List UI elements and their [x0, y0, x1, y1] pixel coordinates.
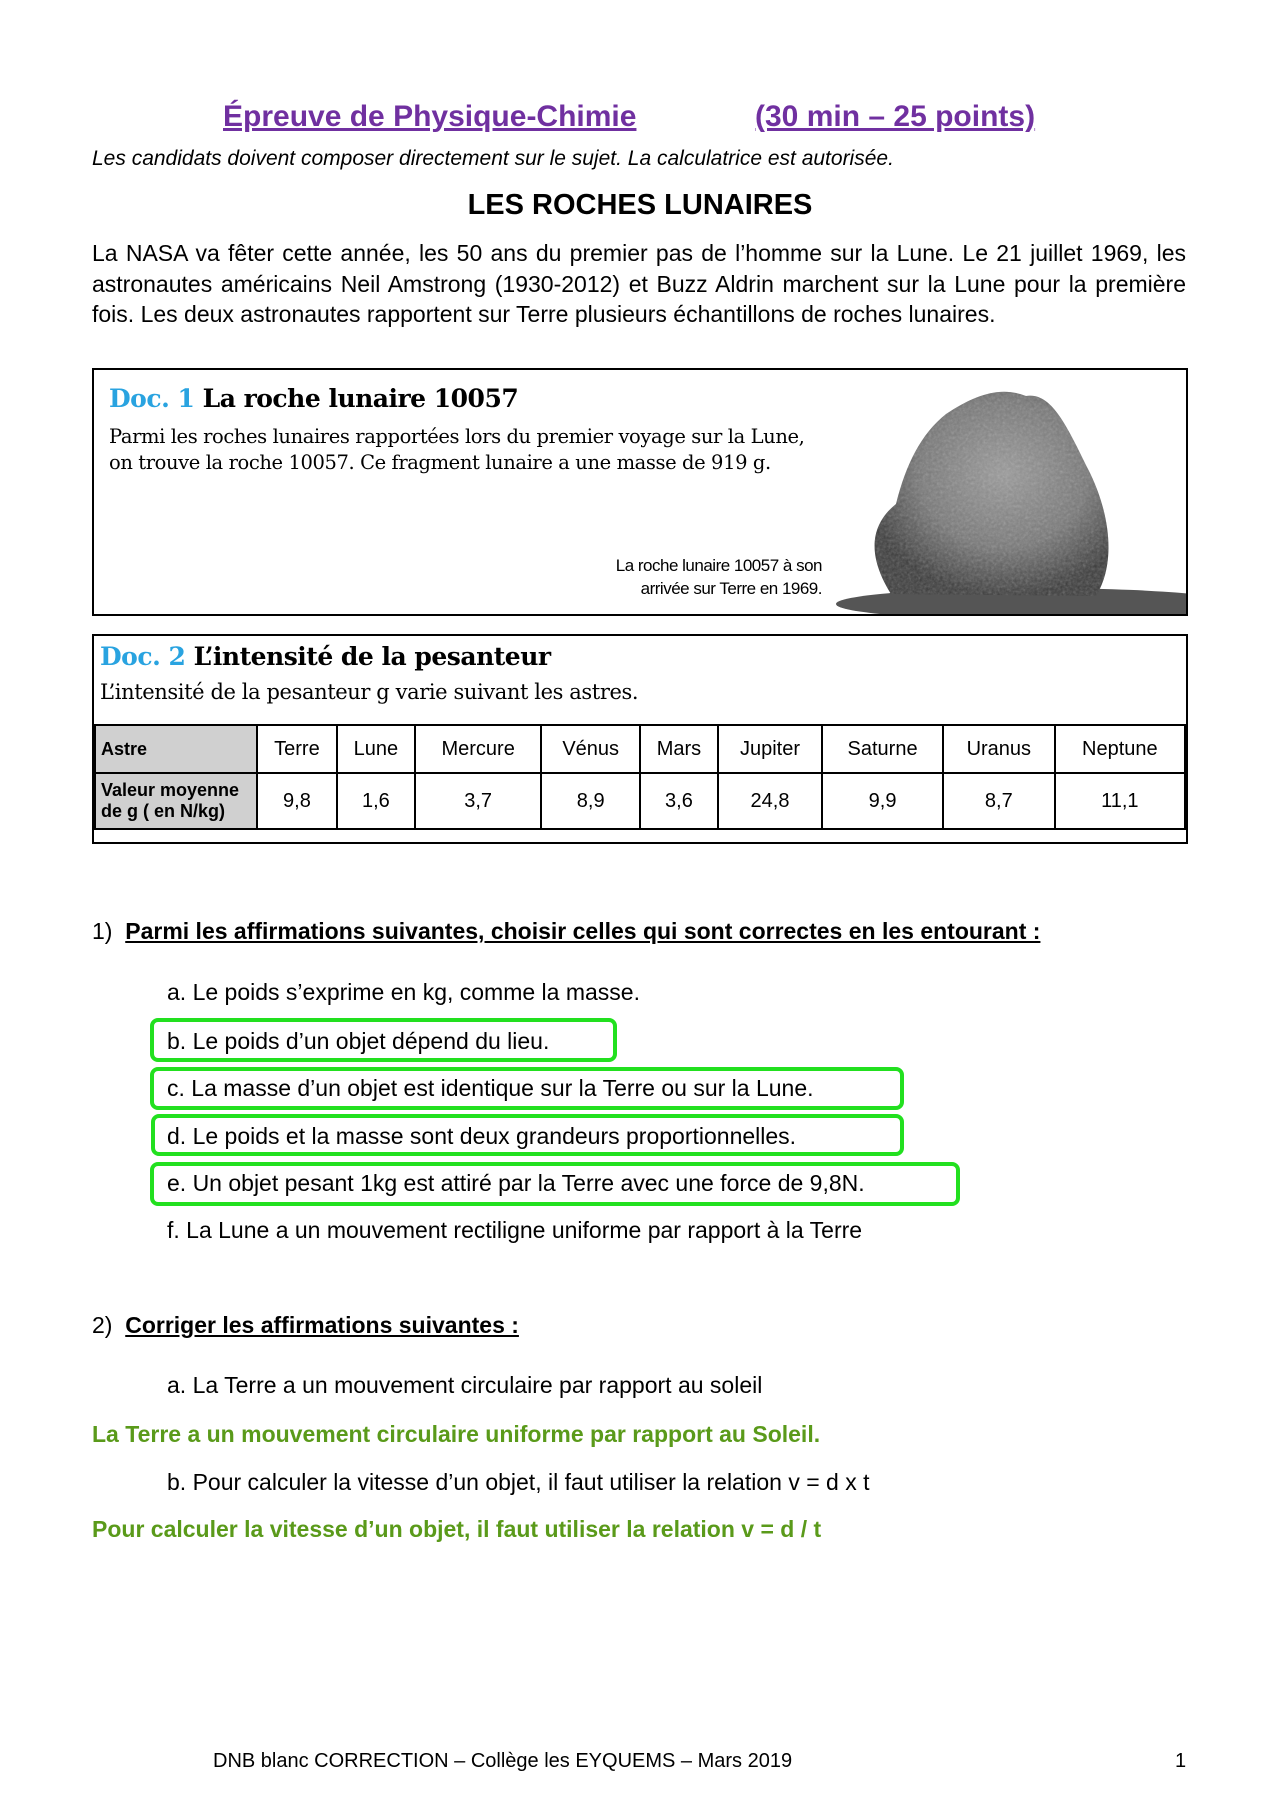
doc1-caption: [616, 554, 822, 600]
table-cell: Saturne: [822, 725, 943, 773]
table-header: Astre: [95, 725, 257, 773]
doc2-text: L’intensité de la pesanteur g varie suivant les astres.: [100, 680, 639, 704]
table-cell: 24,8: [718, 773, 822, 829]
doc1-title: [109, 384, 518, 413]
table-cell: 9,9: [822, 773, 943, 829]
table-row: [95, 773, 1185, 829]
choice-f[interactable]: f. La Lune a un mouvement rectiligne uniforme par rapport à la Terre: [167, 1217, 863, 1243]
doc1-title-text: La roche lunaire 10057: [202, 384, 519, 413]
table-cell: 3,7: [415, 773, 542, 829]
doc1-text-1: Parmi les roches lunaires rapportées lors du premier voyage sur la Lune,: [109, 425, 805, 448]
exam-duration: (30 min – 25 points): [755, 100, 1036, 133]
doc1-label: Doc. 1: [109, 384, 195, 413]
table-cell: Mars: [640, 725, 718, 773]
table-cell: 9,8: [257, 773, 337, 829]
table-cell: 3,6: [640, 773, 718, 829]
statement-b: b. Pour calculer la vitesse d’un objet, il faut utiliser la relation v = d x t: [167, 1469, 870, 1495]
question-number: 2): [92, 1312, 113, 1338]
choice-e[interactable]: e. Un objet pesant 1kg est attiré par la Terre avec une force de 9,8N.: [167, 1170, 865, 1196]
page-number: 1: [1175, 1750, 1187, 1772]
moon-rock-image: [826, 374, 1186, 614]
doc2-label: Doc. 2: [100, 642, 186, 671]
choice-c[interactable]: c. La masse d’un objet est identique sur la Terre ou sur la Lune.: [167, 1075, 814, 1101]
intro-paragraph: La NASA va fêter cette année, les 50 ans du premier pas de l’homme sur la Lune. Le 21 juillet 1969, les astronautes américains Neil Amstrong (1930-2012) et Buzz Aldrin marchent sur la Lune pour la première fois. Les deux astronautes rapportent sur Terre plusieurs échantillons de roches lunaires.: [92, 240, 1186, 327]
table-cell: 8,7: [943, 773, 1055, 829]
question-prompt: Corriger les affirmations suivantes :: [125, 1312, 519, 1338]
correction-b: Pour calculer la vitesse d’un objet, il faut utiliser la relation v = d / t: [92, 1516, 822, 1542]
choice-d[interactable]: d. Le poids et la masse sont deux grandeurs proportionnelles.: [167, 1123, 797, 1149]
choice-a[interactable]: a. Le poids s’exprime en kg, comme la masse.: [167, 979, 640, 1005]
table-cell: Uranus: [943, 725, 1055, 773]
question-2: [92, 1312, 519, 1339]
question-1: [92, 918, 1040, 945]
table-cell: 8,9: [541, 773, 640, 829]
instructions: Les candidats doivent composer directement sur le sujet. La calculatrice est autorisée.: [92, 147, 894, 170]
doc1-box: [92, 368, 1188, 616]
table-header: [95, 773, 257, 829]
doc2-title: [100, 642, 551, 671]
table-cell: 11,1: [1055, 773, 1185, 829]
table-cell: Jupiter: [718, 725, 822, 773]
statement-a: a. La Terre a un mouvement circulaire par rapport au soleil: [167, 1372, 763, 1398]
question-prompt: Parmi les affirmations suivantes, choisir celles qui sont correctes en les entourant :: [125, 918, 1041, 944]
table-cell: Neptune: [1055, 725, 1185, 773]
gravity-table: [94, 724, 1186, 830]
table-cell: Terre: [257, 725, 337, 773]
table-cell: Mercure: [415, 725, 542, 773]
correction-a: La Terre a un mouvement circulaire uniforme par rapport au Soleil.: [92, 1421, 821, 1447]
exam-title: Épreuve de Physique-Chimie: [223, 100, 637, 133]
page-heading: LES ROCHES LUNAIRES: [467, 189, 813, 221]
footer-text: DNB blanc CORRECTION – Collège les EYQUEMS – Mars 2019: [213, 1750, 793, 1772]
doc1-text-2: on trouve la roche 10057. Ce fragment lunaire a une masse de 919 g.: [109, 451, 771, 474]
question-number: 1): [92, 918, 113, 944]
choice-b[interactable]: b. Le poids d’un objet dépend du lieu.: [167, 1028, 550, 1054]
caption-line: La roche lunaire 10057 à son: [615, 556, 822, 575]
caption-line: arrivée sur Terre en 1969.: [640, 579, 822, 598]
doc2-box: [92, 634, 1188, 844]
table-row: [95, 725, 1185, 773]
header-line: de g ( en N/kg): [101, 801, 226, 821]
table-cell: Lune: [337, 725, 415, 773]
table-cell: Vénus: [541, 725, 640, 773]
doc2-title-text: L’intensité de la pesanteur: [193, 642, 551, 671]
header-line: Valeur moyenne: [101, 780, 240, 800]
table-cell: 1,6: [337, 773, 415, 829]
